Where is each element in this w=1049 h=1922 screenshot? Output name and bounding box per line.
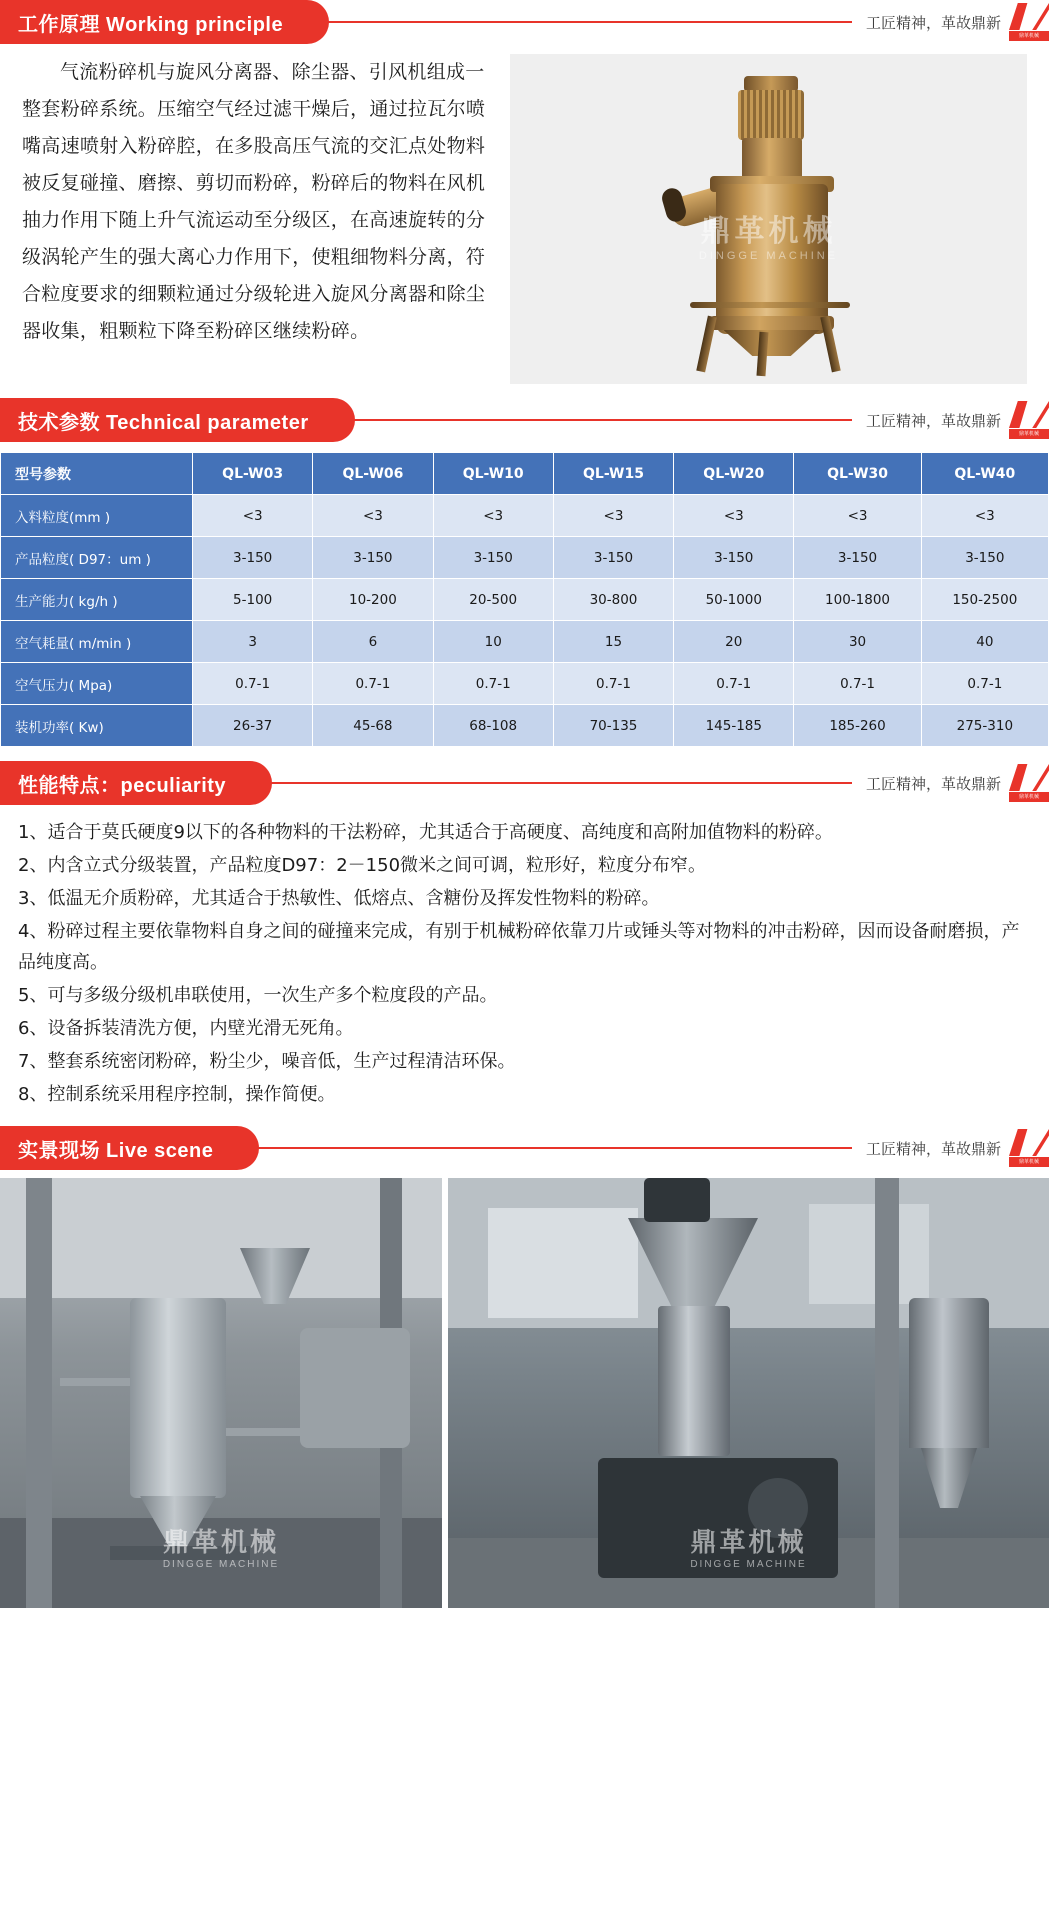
brand-slogan: 工匠精神，革故鼎新	[865, 412, 1001, 430]
brand-block	[852, 0, 1049, 44]
section-header-working-principle	[0, 0, 1049, 44]
scene-duct	[300, 1328, 410, 1448]
spec-table-body	[1, 495, 1049, 747]
logo-text: 鼎革机械	[1009, 31, 1049, 41]
company-logo-icon	[1009, 764, 1049, 802]
table-cell: <3	[674, 495, 794, 537]
section-title-working-principle: 工作原理 Working principle	[0, 0, 329, 44]
scene-window	[488, 1208, 638, 1318]
logo-mark-icon	[1009, 1129, 1049, 1156]
jet-mill-illustration	[654, 64, 884, 374]
table-cell: 3-150	[794, 537, 921, 579]
table-cell: 10	[433, 621, 553, 663]
machine-leg	[696, 316, 716, 373]
table-cell: 3-150	[674, 537, 794, 579]
table-cell: 10-200	[313, 579, 433, 621]
scene-cyclone-cone	[921, 1448, 977, 1508]
table-cell: 3	[193, 621, 313, 663]
section-title-peculiarity: 性能特点：peculiarity	[0, 761, 272, 805]
peculiarity-list	[0, 805, 1049, 1126]
scene-mill-vessel	[130, 1298, 226, 1498]
table-cell: 6	[313, 621, 433, 663]
table-row	[1, 495, 1049, 537]
table-row	[1, 705, 1049, 747]
table-cell: 40	[921, 621, 1048, 663]
table-row	[1, 537, 1049, 579]
machine-chamber	[716, 184, 828, 334]
table-row-label: 空气耗量( m/min )	[1, 621, 193, 663]
table-cell: <3	[193, 495, 313, 537]
table-cell: 30	[794, 621, 921, 663]
peculiarity-item: 6、设备拆装清洗方便，内壁光滑无死角。	[18, 1018, 354, 1039]
company-logo-icon	[1009, 3, 1049, 41]
table-cell: 0.7-1	[193, 663, 313, 705]
brand-block	[852, 761, 1049, 805]
spec-table	[0, 452, 1049, 747]
table-cell: 3-150	[313, 537, 433, 579]
section-header-technical-parameter	[0, 398, 1049, 442]
table-cell: 26-37	[193, 705, 313, 747]
table-row-label: 空气压力( Mpa)	[1, 663, 193, 705]
peculiarity-item: 5、可与多级分级机串联使用，一次生产多个粒度段的产品。	[18, 985, 498, 1006]
table-cell: 3-150	[553, 537, 673, 579]
live-scene-photo-left	[0, 1178, 442, 1608]
scene-window	[809, 1204, 929, 1304]
table-cell: 70-135	[553, 705, 673, 747]
section-title-technical-parameter: 技术参数 Technical parameter	[0, 398, 355, 442]
table-cell: 3-150	[193, 537, 313, 579]
table-header-cell: QL-W03	[193, 453, 313, 495]
brand-slogan: 工匠精神，革故鼎新	[865, 1140, 1001, 1158]
scene-pipe	[60, 1378, 130, 1386]
machine-leg	[820, 316, 840, 373]
table-cell: <3	[794, 495, 921, 537]
table-header-cell: QL-W06	[313, 453, 433, 495]
table-header-cell: QL-W10	[433, 453, 553, 495]
table-cell: 20-500	[433, 579, 553, 621]
table-cell: 15	[553, 621, 673, 663]
scene-watermark-text: 鼎革机械	[162, 1527, 279, 1557]
table-row	[1, 621, 1049, 663]
scene-mill-vessel	[658, 1306, 730, 1456]
peculiarity-item: 1、适合于莫氏硬度9以下的各种物料的干法粉碎，尤其适合于高硬度、高纯度和高附加值物料的粉碎。	[18, 822, 833, 843]
table-header-cell: QL-W40	[921, 453, 1048, 495]
table-row-label: 产品粒度( D97：um )	[1, 537, 193, 579]
table-cell: 68-108	[433, 705, 553, 747]
scene-pipe	[226, 1428, 306, 1436]
company-logo-icon	[1009, 401, 1049, 439]
scene-motor	[644, 1178, 710, 1222]
logo-mark-icon	[1009, 401, 1049, 428]
table-cell: 0.7-1	[433, 663, 553, 705]
logo-text: 鼎革机械	[1009, 429, 1049, 439]
table-header-cell: QL-W20	[674, 453, 794, 495]
logo-text: 鼎革机械	[1009, 1157, 1049, 1167]
table-row-label: 装机功率( Kw)	[1, 705, 193, 747]
brand-slogan: 工匠精神，革故鼎新	[865, 14, 1001, 32]
table-header-cell: QL-W30	[794, 453, 921, 495]
machine-handle-bar	[690, 302, 850, 308]
table-cell: 0.7-1	[674, 663, 794, 705]
table-cell: <3	[433, 495, 553, 537]
table-cell: 5-100	[193, 579, 313, 621]
logo-mark-icon	[1009, 3, 1049, 30]
logo-mark-icon	[1009, 764, 1049, 791]
machine-motor	[738, 90, 804, 140]
image-watermark-subtext: DINGGE MACHINE	[698, 249, 839, 262]
table-cell: 3-150	[921, 537, 1048, 579]
spec-table-wrapper	[0, 442, 1049, 747]
peculiarity-item: 2、内含立式分级装置，产品粒度D97：2－150微米之间可调，粒形好，粒度分布窄。	[18, 855, 707, 876]
brand-slogan: 工匠精神，革故鼎新	[865, 775, 1001, 793]
table-cell: 50-1000	[674, 579, 794, 621]
table-cell: 0.7-1	[553, 663, 673, 705]
table-cell: 3-150	[433, 537, 553, 579]
scene-cyclone	[909, 1298, 989, 1448]
table-cell: 0.7-1	[921, 663, 1048, 705]
live-scene-gallery	[0, 1170, 1049, 1608]
scene-watermark-text: 鼎革机械	[690, 1527, 807, 1557]
brand-block	[852, 1126, 1049, 1170]
table-cell: 145-185	[674, 705, 794, 747]
brand-block	[852, 398, 1049, 442]
table-header-cell: QL-W15	[553, 453, 673, 495]
table-cell: 100-1800	[794, 579, 921, 621]
table-cell: 20	[674, 621, 794, 663]
table-cell: <3	[313, 495, 433, 537]
machine-cone	[724, 330, 820, 356]
section-header-peculiarity	[0, 761, 1049, 805]
live-scene-photo-right	[448, 1178, 1049, 1608]
product-photo	[510, 54, 1027, 384]
scene-watermark-subtext: DINGGE MACHINE	[162, 1559, 280, 1570]
table-cell: 45-68	[313, 705, 433, 747]
table-cell: 30-800	[553, 579, 673, 621]
peculiarity-item: 8、控制系统采用程序控制，操作简便。	[18, 1084, 336, 1105]
table-header-cell: 型号参数	[1, 453, 193, 495]
table-cell: 185-260	[794, 705, 921, 747]
scene-watermark	[448, 1522, 1049, 1570]
table-header-row	[1, 453, 1049, 495]
scene-watermark-subtext: DINGGE MACHINE	[690, 1559, 807, 1570]
peculiarity-item: 7、整套系统密闭粉碎，粉尘少，噪音低，生产过程清洁环保。	[18, 1051, 516, 1072]
table-cell: 0.7-1	[794, 663, 921, 705]
table-row	[1, 663, 1049, 705]
scene-wall	[0, 1178, 442, 1298]
machine-inlet-opening	[659, 186, 688, 224]
company-logo-icon	[1009, 1129, 1049, 1167]
working-principle-body	[0, 44, 1049, 398]
peculiarity-item: 3、低温无介质粉碎，尤其适合于热敏性、低熔点、含糖份及挥发性物料的粉碎。	[18, 888, 660, 909]
table-cell: <3	[553, 495, 673, 537]
machine-lower-flange	[710, 316, 834, 330]
spec-table-head	[1, 453, 1049, 495]
table-row-label: 入料粒度(mm )	[1, 495, 193, 537]
table-cell: 275-310	[921, 705, 1048, 747]
image-watermark-text: 鼎革机械	[700, 214, 837, 248]
logo-text: 鼎革机械	[1009, 792, 1049, 802]
table-row-label: 生产能力( kg/h )	[1, 579, 193, 621]
table-cell: 0.7-1	[313, 663, 433, 705]
peculiarity-item: 4、粉碎过程主要依靠物料自身之间的碰撞来完成，有别于机械粉碎依靠刀片或锤头等对物料的冲击粉碎，因而设备耐磨损，产品纯度高。	[18, 921, 1020, 973]
scene-watermark	[0, 1522, 442, 1570]
section-header-live-scene	[0, 1126, 1049, 1170]
table-cell: 150-2500	[921, 579, 1048, 621]
section-title-live-scene: 实景现场 Live scene	[0, 1126, 259, 1170]
working-principle-paragraph: 气流粉碎机与旋风分离器、除尘器、引风机组成一整套粉碎系统。压缩空气经过滤干燥后，通过拉瓦尔喷嘴高速喷射入粉碎腔，在多股高压气流的交汇点处物料被反复碰撞、磨擦、剪切而粉碎，粉碎后的物料在风机抽力作用下随上升气流运动至分级区，在高速旋转的分级涡轮产生的强大离心力作用下，使粗细物料分离，符合粒度要求的细颗粒通过分级轮进入旋风分离器和除尘器收集，粗颗粒下降至粉碎区继续粉碎。	[22, 61, 486, 342]
table-cell: <3	[921, 495, 1048, 537]
table-row	[1, 579, 1049, 621]
